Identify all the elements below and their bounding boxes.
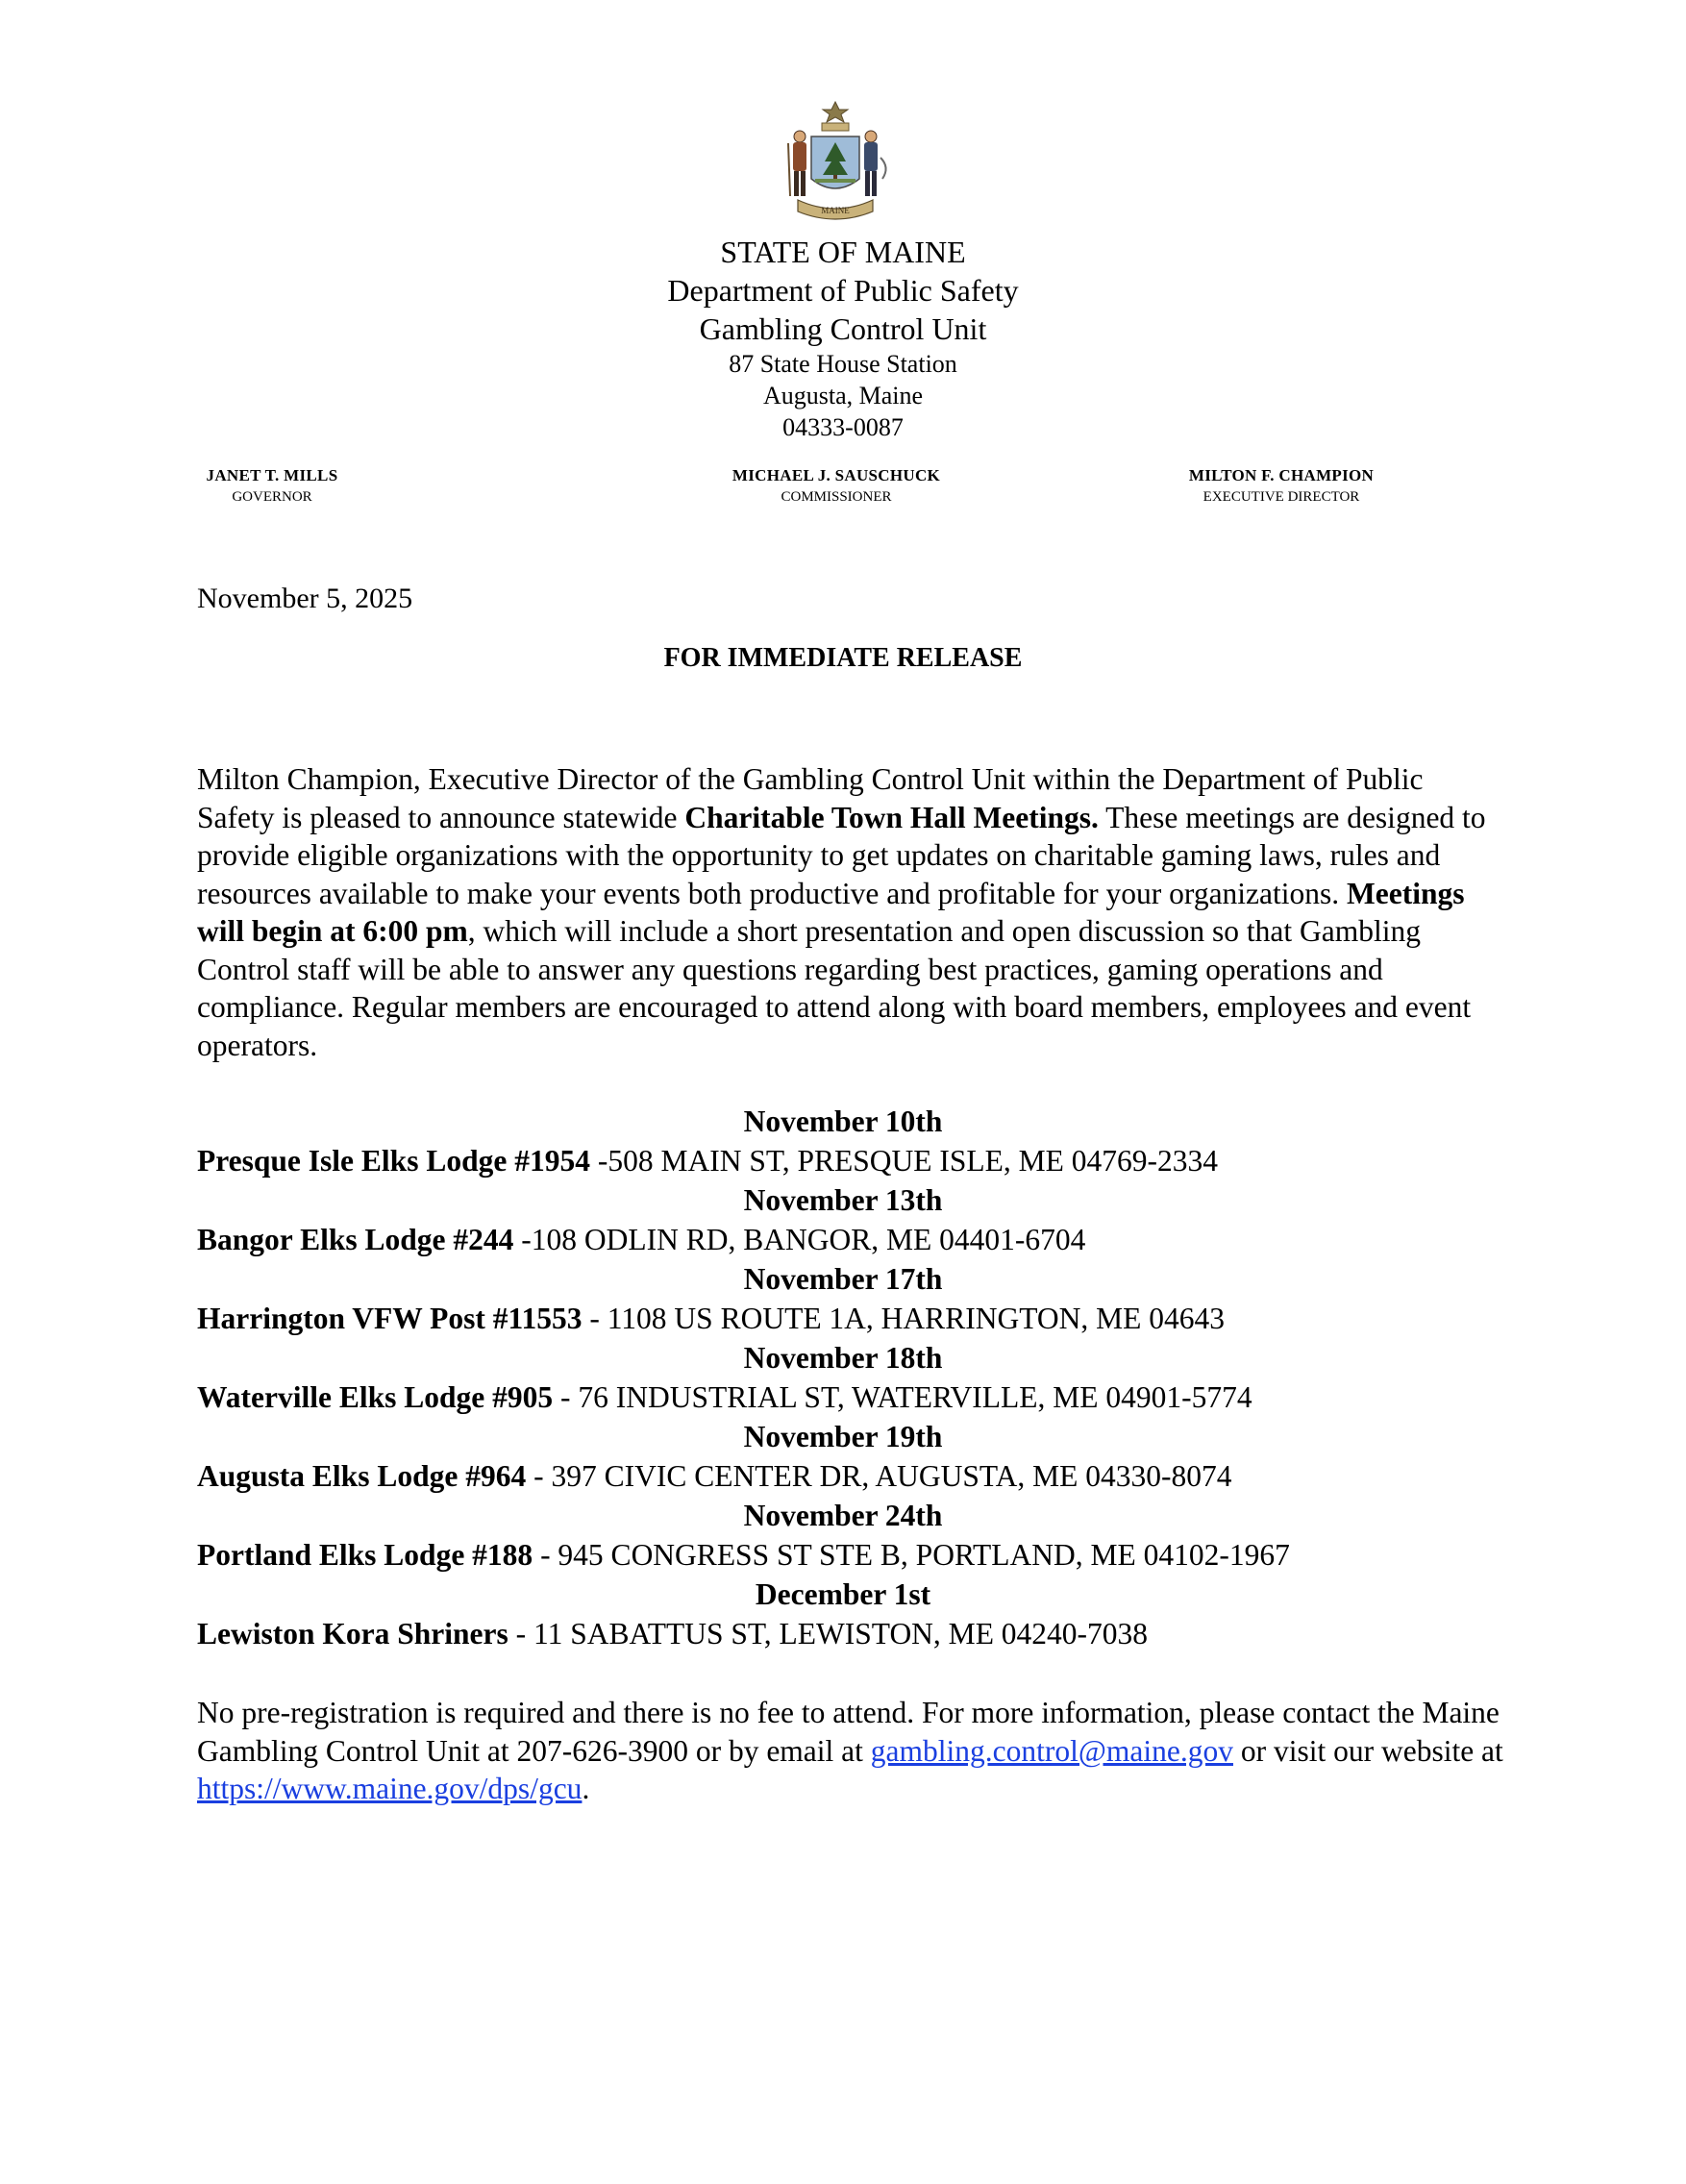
header-department: Department of Public Safety xyxy=(667,273,1019,308)
event-date: December 1st xyxy=(755,1577,931,1611)
event-address: - 76 INDUSTRIAL ST, WATERVILLE, ME 04901-5774 xyxy=(553,1380,1252,1414)
release-label: FOR IMMEDIATE RELEASE xyxy=(663,643,1023,673)
body-bold-1: Charitable Town Hall Meetings. xyxy=(684,800,1099,834)
header-address-line2: Augusta, Maine xyxy=(762,382,924,410)
event-location xyxy=(197,1140,1504,1182)
event-address: -508 MAIN ST, PRESQUE ISLE, ME 04769-2334 xyxy=(589,1144,1219,1178)
event-location xyxy=(197,1613,1504,1655)
event-date: November 10th xyxy=(743,1104,943,1138)
seal-banner-text: MAINE xyxy=(821,206,850,215)
event-location xyxy=(197,1377,1504,1419)
event-address: - 945 CONGRESS ST STE B, PORTLAND, ME 04102-1967 xyxy=(533,1538,1290,1572)
official-title: GOVERNOR xyxy=(232,489,312,505)
header-address-line1: 87 State House Station xyxy=(729,350,957,378)
official-name: MICHAEL J. SAUSCHUCK xyxy=(731,466,941,484)
event-venue: Augusta Elks Lodge #964 xyxy=(197,1459,527,1493)
body-text-3: , which will include a short presentation and open discussion so that Gambling Control staff will be able to answer any questions regarding best practices, gaming operations and compliance. Regular members are encouraged to attend along with board members, employees and event operators. xyxy=(197,914,1472,1062)
event-date: November 13th xyxy=(743,1183,943,1217)
event-location xyxy=(197,1298,1504,1340)
event-date: November 17th xyxy=(743,1262,943,1296)
official-executive-director xyxy=(1137,466,1426,506)
official-governor xyxy=(176,466,368,506)
header-state: STATE OF MAINE xyxy=(720,235,966,269)
closing-text-1: No pre-registration is required and there is no fee to attend. For more information, please contact the Maine Gambling Control Unit at 207-626-3900 or by email at xyxy=(197,1696,1500,1768)
header-address-line3: 04333-0087 xyxy=(782,413,904,441)
body-paragraph xyxy=(197,760,1504,1064)
official-title: COMMISSIONER xyxy=(781,489,892,505)
header-unit: Gambling Control Unit xyxy=(699,311,987,346)
event-date: November 24th xyxy=(743,1499,943,1532)
maine-state-seal xyxy=(779,100,892,227)
email-link[interactable]: gambling.control@maine.gov xyxy=(870,1733,1233,1768)
meeting-schedule xyxy=(197,1104,1504,1655)
website-link[interactable]: https://www.maine.gov/dps/gcu xyxy=(197,1772,583,1805)
event-address: - 397 CIVIC CENTER DR, AUGUSTA, ME 04330-8074 xyxy=(526,1459,1232,1493)
body-text-2: These meetings are designed to provide eligible organizations with the opportunity to get updates on charitable gaming laws, rules and resources available to make your events both productive and profitable for your organizations. xyxy=(197,800,1486,910)
body-bold-2: Meetings will begin at 6:00 pm xyxy=(197,876,1465,948)
event-venue: Bangor Elks Lodge #244 xyxy=(197,1223,514,1256)
event-venue: Portland Elks Lodge #188 xyxy=(197,1538,533,1572)
event-location xyxy=(197,1455,1504,1498)
official-name: MILTON F. CHAMPION xyxy=(1188,466,1375,484)
closing-text-3: . xyxy=(582,1772,590,1805)
event-address: - 1108 US ROUTE 1A, HARRINGTON, ME 04643 xyxy=(582,1302,1225,1335)
official-commissioner xyxy=(692,466,980,506)
closing-text-2: or visit our website at xyxy=(1232,1733,1503,1768)
event-location xyxy=(197,1534,1504,1576)
closing-paragraph xyxy=(197,1694,1524,1808)
release-date: November 5, 2025 xyxy=(197,583,413,614)
body-text-1: Milton Champion, Executive Director of the Gambling Control Unit within the Department of Public Safety is pleased to announce statewide xyxy=(197,762,1424,834)
event-date: November 18th xyxy=(743,1341,943,1375)
event-venue: Waterville Elks Lodge #905 xyxy=(197,1380,554,1414)
event-address: -108 ODLIN RD, BANGOR, ME 04401-6704 xyxy=(513,1223,1086,1256)
event-address: - 11 SABATTUS ST, LEWISTON, ME 04240-7038 xyxy=(508,1617,1149,1650)
event-location xyxy=(197,1219,1504,1261)
event-date: November 19th xyxy=(743,1420,943,1453)
event-venue: Lewiston Kora Shriners xyxy=(197,1617,508,1650)
event-venue: Presque Isle Elks Lodge #1954 xyxy=(197,1144,590,1178)
event-venue: Harrington VFW Post #11553 xyxy=(197,1302,583,1335)
official-title: EXECUTIVE DIRECTOR xyxy=(1203,489,1360,505)
official-name: JANET T. MILLS xyxy=(206,466,338,484)
